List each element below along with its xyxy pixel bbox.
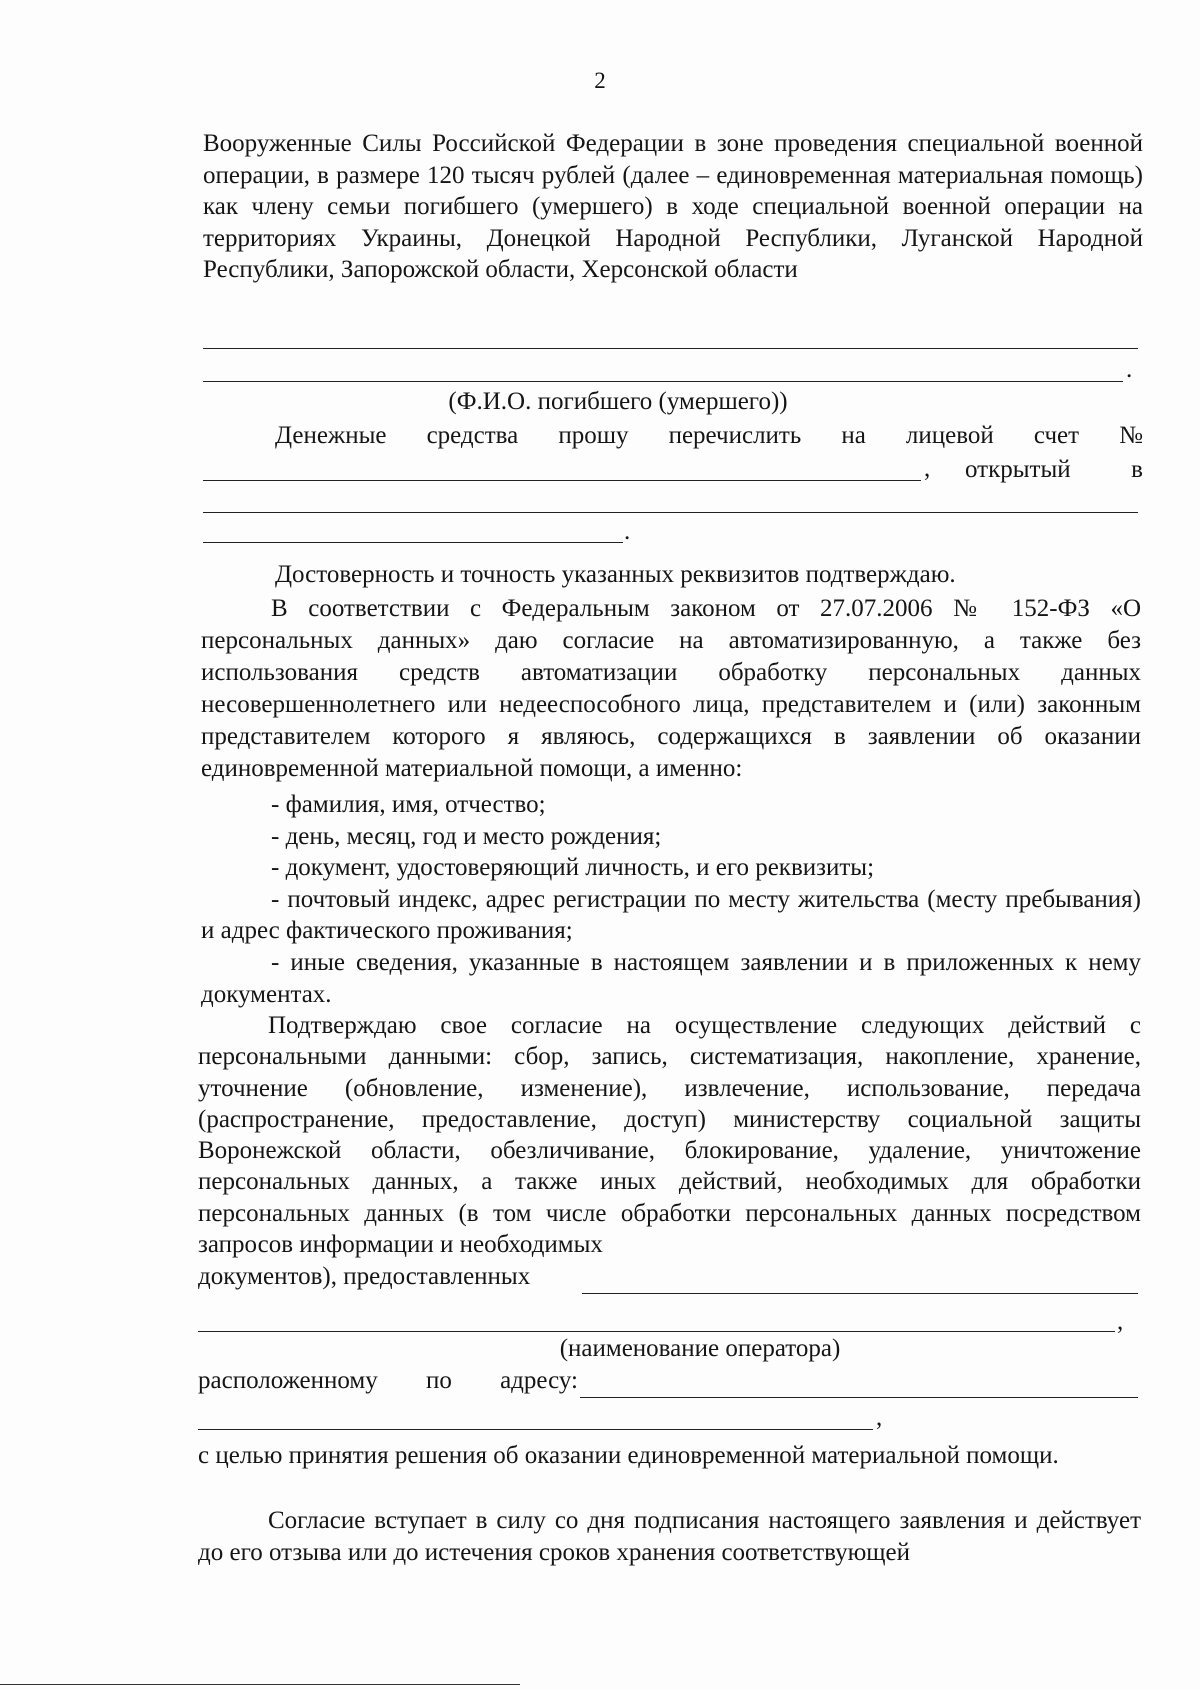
deceased-name-line-2 [203, 381, 1123, 382]
deceased-name-end-dot: . [1126, 356, 1133, 383]
paragraph-armed-forces: Вооруженные Силы Российской Федерации в зоне проведения специальной военной операции, в размере 120 тысяч рублей (далее – единовременная материальная помощь) как члену семьи погибшего (умершего) в ходе специальной военной операции на территориях Украины, Донецкой Народной Республики, Луганской Народной Республики, Запорожской области, Херсонской области [203, 130, 1143, 283]
operator-line-1 [582, 1293, 1138, 1294]
opened-in-text: открытый в [965, 456, 1143, 483]
address-label [198, 1367, 578, 1395]
bank-end-dot: . [624, 518, 631, 545]
address-line-2 [198, 1429, 873, 1430]
account-request-line [275, 420, 1143, 451]
list-item: - почтовый индекс, адрес регистрации по месту жительства (месту пребывания) и адрес фактического проживания; [201, 885, 1141, 945]
account-comma: , [924, 455, 931, 482]
list-item: - иные сведения, указанные в настоящем заявлении и в приложенных к нему документах. [201, 948, 1141, 1008]
list-item: - день, месяц, год и место рождения; [271, 822, 662, 850]
list-item: - фамилия, имя, отчество; [271, 791, 546, 818]
account-number-line [203, 480, 921, 481]
confirm-requisites: Достоверность и точность указанных реквизитов подтверждаю. [275, 561, 956, 588]
deceased-name-caption: (Ф.И.О. погибшего (умершего)) [448, 388, 788, 415]
list-item: - документ, удостоверяющий личность, и его реквизиты; [271, 854, 875, 882]
operator-comma: , [1117, 1308, 1124, 1335]
page-number: 2 [594, 68, 606, 93]
consent-paragraph: В соответствии с Федеральным законом от 27.07.2006 № 152-ФЗ «О персональных данных» даю согласие на автоматизированную, а также без использования средств автоматизации обработку персональных данных несовершеннолетнего или недееспособного лица, представителем и (или) законным представителем которого я являюсь, содержащихся в заявлении об оказании единовременной материальной помощи, а именно: [201, 595, 1141, 782]
address-label-text: расположенному по адресу: [198, 1367, 578, 1394]
personal-data-list [201, 789, 1141, 1010]
operator-caption: (наименование оператора) [559, 1335, 841, 1362]
validity-paragraph: Согласие вступает в силу со дня подписания настоящего заявления и действует до его отзыва или до истечения сроков хранения соответствующей [198, 1507, 1141, 1566]
opened-in-label [965, 456, 1143, 484]
deceased-name-line-1 [203, 348, 1138, 349]
provided-by-label: документов), предоставленных [198, 1263, 531, 1290]
actions-paragraph: Подтверждаю свое согласие на осуществление следующих действий с персональными данными: сбор, запись, систематизация, накопление, хранение, уточнение (обновление, изменение), извлечение, использование, передача (распространение, предоставление, доступ) министерству социальной защиты Воронежской области, обезличивание, блокирование, удаление, уничтожение персональных данных, а также иных действий, необходимых для обработки персональных данных (в том числе обработки персональных данных посредством запросов информации и необходимых [198, 1012, 1141, 1259]
bank-line-2 [203, 542, 623, 543]
address-comma: , [876, 1404, 883, 1431]
operator-line-2 [198, 1331, 1115, 1332]
purpose-paragraph: с целью принятия решения об оказании единовременной материальной помощи. [198, 1442, 1059, 1469]
bank-line-1 [203, 512, 1138, 513]
page-bottom-edge [0, 1684, 520, 1685]
account-request-text: Денежные средства прошу перечислить на лицевой счет № [275, 422, 1143, 449]
address-line-1 [580, 1397, 1138, 1398]
